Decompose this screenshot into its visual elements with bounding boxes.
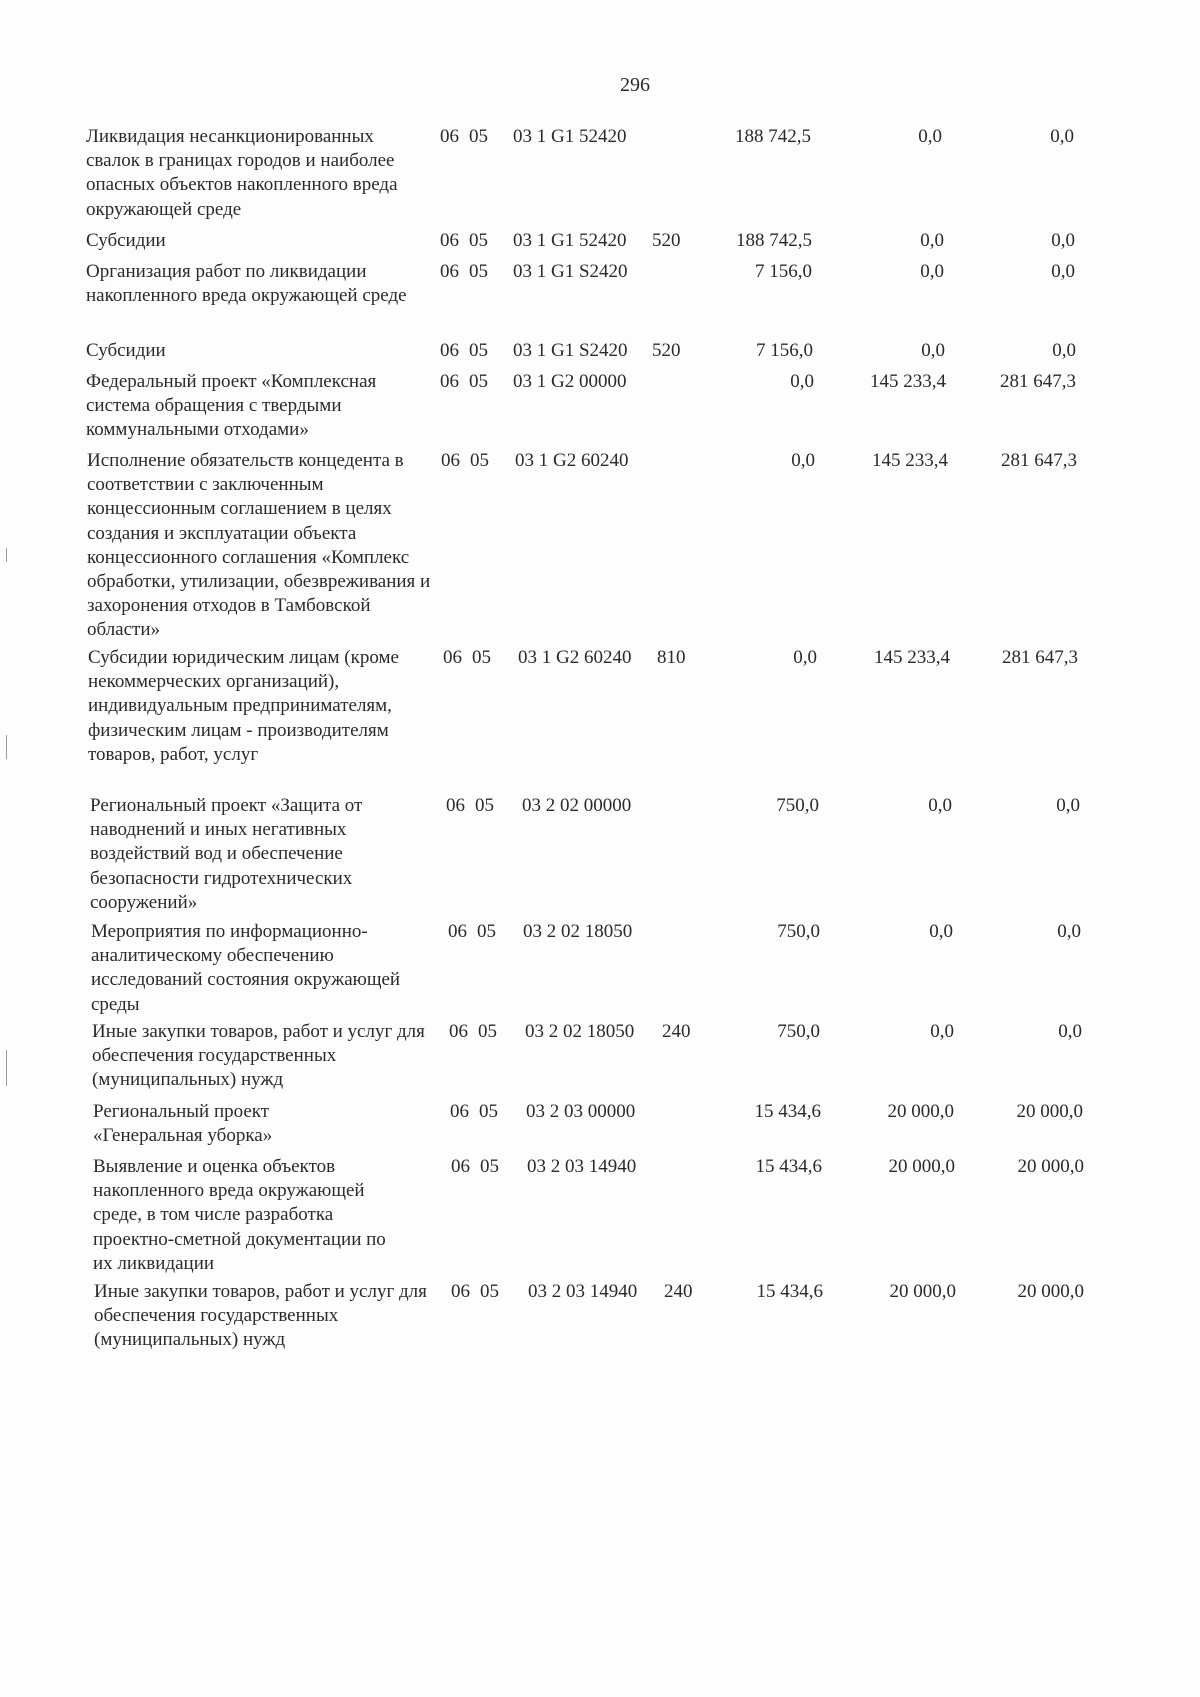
row-pr: 05: [477, 921, 496, 942]
row-pr: 05: [479, 1101, 498, 1122]
row-name: Субсидии: [86, 340, 166, 361]
row-year1: 15 434,6: [755, 1156, 822, 1177]
row-year3: 0,0: [1058, 1021, 1082, 1042]
row-pr: 05: [469, 261, 488, 282]
page-number: 296: [620, 74, 650, 96]
row-year1: 0,0: [793, 647, 817, 668]
row-rz: 06: [440, 340, 459, 361]
row-csr: 03 1 G1 S2420: [513, 340, 628, 361]
row-csr: 03 1 G2 00000: [513, 371, 627, 392]
row-year2: 0,0: [918, 126, 942, 147]
row-name: Субсидии юридическим лицам (кроме некоммерческих организаций), индивидуальным предпринимателям, физическим лицам - производителям товаров, работ, услуг: [88, 647, 399, 765]
row-csr: 03 1 G2 60240: [518, 647, 632, 668]
row-year1: 750,0: [777, 921, 820, 942]
row-pr: 05: [470, 450, 489, 471]
row-year1: 0,0: [791, 450, 815, 471]
row-name: Выявление и оценка объектов накопленного вреда окружающей среде, в том числе разработка проектно-сметной документации по их ликвидации: [93, 1156, 386, 1274]
row-vr: 810: [657, 647, 686, 668]
row-pr: 05: [475, 795, 494, 816]
row-pr: 05: [478, 1021, 497, 1042]
row-year2: 0,0: [920, 230, 944, 251]
scan-artifact: [6, 735, 7, 759]
row-rz: 06: [449, 1021, 468, 1042]
row-name: Ликвидация несанкционированных свалок в границах городов и наиболее опасных объектов накопленного вреда окружающей среде: [86, 126, 398, 220]
row-csr: 03 2 03 14940: [528, 1281, 638, 1302]
row-year1: 7 156,0: [755, 261, 812, 282]
row-vr: 240: [662, 1021, 691, 1042]
row-year3: 281 647,3: [1002, 647, 1078, 668]
row-year2: 145 233,4: [872, 450, 948, 471]
row-pr: 05: [469, 340, 488, 361]
row-year1: 750,0: [777, 1021, 820, 1042]
row-year1: 0,0: [790, 371, 814, 392]
row-year1: 750,0: [776, 795, 819, 816]
row-name: Мероприятия по информационно-аналитическому обеспечению исследований состояния окружающей среды: [91, 921, 401, 1015]
row-vr: 520: [652, 230, 681, 251]
row-name: Федеральный проект «Комплексная система обращения с твердыми коммунальными отходами»: [86, 371, 377, 441]
scan-artifact: [6, 1050, 7, 1086]
row-pr: 05: [469, 371, 488, 392]
row-year2: 145 233,4: [874, 647, 950, 668]
row-year3: 0,0: [1051, 261, 1075, 282]
row-csr: 03 2 03 14940: [527, 1156, 637, 1177]
row-year1: 188 742,5: [736, 230, 812, 251]
row-year3: 281 647,3: [1000, 371, 1076, 392]
row-rz: 06: [446, 795, 465, 816]
row-year3: 20 000,0: [1017, 1281, 1084, 1302]
row-rz: 06: [451, 1156, 470, 1177]
row-year3: 0,0: [1050, 126, 1074, 147]
row-year2: 20 000,0: [887, 1101, 954, 1122]
row-year3: 20 000,0: [1016, 1101, 1083, 1122]
row-year2: 145 233,4: [870, 371, 946, 392]
row-year2: 0,0: [928, 795, 952, 816]
row-year3: 281 647,3: [1001, 450, 1077, 471]
row-csr: 03 2 03 00000: [526, 1101, 636, 1122]
row-name: Региональный проект «Защита от наводнений и иных негативных воздействий вод и обеспечение безопасности гидротехнических сооружений»: [90, 795, 363, 913]
row-vr: 520: [652, 340, 681, 361]
row-year1: 7 156,0: [756, 340, 813, 361]
row-pr: 05: [472, 647, 491, 668]
row-year1: 188 742,5: [735, 126, 811, 147]
row-year3: 0,0: [1052, 340, 1076, 361]
row-year2: 0,0: [929, 921, 953, 942]
row-rz: 06: [440, 126, 459, 147]
row-csr: 03 2 02 18050: [525, 1021, 635, 1042]
row-rz: 06: [440, 371, 459, 392]
row-year1: 15 434,6: [754, 1101, 821, 1122]
row-csr: 03 1 G1 S2420: [513, 261, 628, 282]
row-name: Субсидии: [86, 230, 166, 251]
row-rz: 06: [451, 1281, 470, 1302]
row-rz: 06: [440, 261, 459, 282]
row-pr: 05: [469, 230, 488, 251]
row-rz: 06: [443, 647, 462, 668]
row-year2: 20 000,0: [888, 1156, 955, 1177]
scan-artifact: [6, 548, 7, 562]
row-year3: 0,0: [1051, 230, 1075, 251]
row-name: Региональный проект «Генеральная уборка»: [93, 1101, 273, 1147]
row-rz: 06: [448, 921, 467, 942]
row-year3: 0,0: [1057, 921, 1081, 942]
row-year3: 0,0: [1056, 795, 1080, 816]
row-year2: 0,0: [920, 261, 944, 282]
row-year2: 20 000,0: [889, 1281, 956, 1302]
row-rz: 06: [440, 230, 459, 251]
row-csr: 03 1 G1 52420: [513, 230, 627, 251]
row-year2: 0,0: [921, 340, 945, 361]
row-year2: 0,0: [930, 1021, 954, 1042]
row-vr: 240: [664, 1281, 693, 1302]
row-rz: 06: [441, 450, 460, 471]
row-name: Иные закупки товаров, работ и услуг для обеспечения государственных (муниципальных) нужд: [94, 1281, 427, 1351]
row-year3: 20 000,0: [1017, 1156, 1084, 1177]
row-pr: 05: [480, 1281, 499, 1302]
row-name: Иные закупки товаров, работ и услуг для обеспечения государственных (муниципальных) нужд: [92, 1021, 425, 1091]
row-rz: 06: [450, 1101, 469, 1122]
row-year1: 15 434,6: [756, 1281, 823, 1302]
row-csr: 03 2 02 00000: [522, 795, 632, 816]
row-name: Исполнение обязательств концедента в соответствии с заключенным концессионным соглашением в целях создания и эксплуатации объекта концессионного соглашения «Комплекс обработки, утилизации, обезвреживания и захоронения отходов в Тамбовской области»: [87, 450, 431, 641]
row-pr: 05: [480, 1156, 499, 1177]
row-csr: 03 1 G1 52420: [513, 126, 627, 147]
row-csr: 03 1 G2 60240: [515, 450, 629, 471]
row-name: Организация работ по ликвидации накопленного вреда окружающей среде: [86, 261, 407, 307]
row-csr: 03 2 02 18050: [523, 921, 633, 942]
row-pr: 05: [469, 126, 488, 147]
